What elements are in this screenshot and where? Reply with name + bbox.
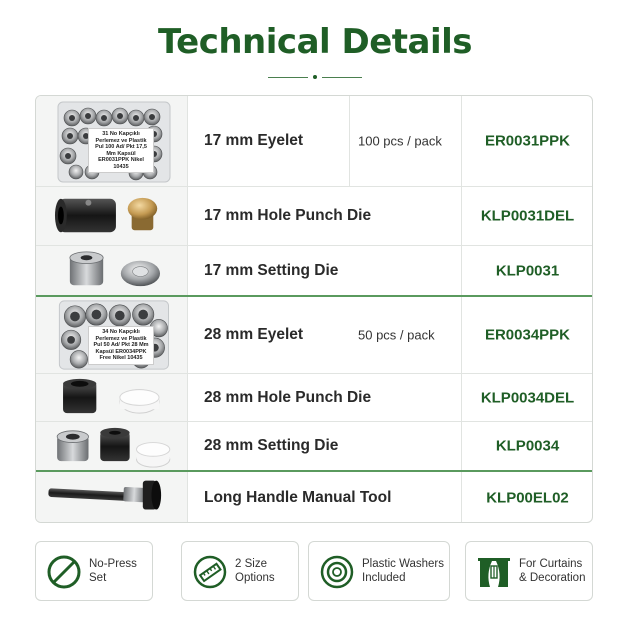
pack-quantity: 50 pcs / pack — [358, 327, 435, 343]
feature-no-press — [35, 541, 153, 601]
feature-size-options — [181, 541, 299, 601]
hole-punch-die-image — [36, 187, 188, 245]
pack-quantity: 100 pcs / pack — [358, 133, 442, 149]
product-image-cell — [36, 246, 188, 295]
table-row — [36, 186, 592, 245]
product-name: 28 mm Hole Punch Die — [204, 388, 372, 406]
table-row — [36, 295, 592, 373]
title-divider — [268, 75, 362, 79]
setting-die-image — [36, 422, 188, 470]
product-code: KLP0034 — [495, 437, 560, 455]
product-name: 17 mm Eyelet — [204, 132, 304, 149]
feature-washers — [308, 541, 450, 601]
curtain-icon — [476, 554, 512, 590]
product-code: KLP00EL02 — [486, 489, 569, 507]
spec-table — [35, 95, 593, 523]
feature-badges — [35, 541, 593, 601]
table-row — [36, 373, 592, 421]
manual-tool-image — [36, 472, 188, 523]
table-row — [36, 245, 592, 295]
product-code: ER0034PPK — [484, 326, 571, 344]
product-name: 28 mm Setting Die — [204, 437, 339, 454]
product-image-cell — [36, 472, 188, 523]
product-code: ER0031PPK — [484, 132, 571, 150]
product-code: KLP0031 — [495, 262, 560, 279]
page-title: Technical Details — [157, 22, 473, 62]
table-row — [36, 421, 592, 470]
feature-label: Plastic Washers Included — [362, 558, 445, 584]
table-row — [36, 96, 592, 186]
product-image-cell — [36, 96, 188, 186]
product-image-cell — [36, 422, 188, 470]
product-name: 17 mm Hole Punch Die — [204, 207, 372, 224]
product-code: KLP0031DEL — [480, 207, 575, 225]
product-code: KLP0034DEL — [480, 389, 575, 406]
product-image-cell — [36, 374, 188, 421]
setting-die-image — [36, 246, 188, 295]
product-image-cell — [36, 297, 188, 373]
bag-label: 31 No Kapçıklı Perlemez ve Plastik Pul 100 Ad/ Pkt 17,5 Mm Kapsül ER0031PPK Nikel 10435 — [88, 128, 154, 173]
product-name: Long Handle Manual Tool — [204, 489, 392, 506]
no-press-icon — [46, 554, 82, 590]
ruler-icon — [192, 554, 228, 590]
product-name: 17 mm Setting Die — [204, 261, 339, 279]
bag-label: 34 No Kapçıklı Perlemez ve Plastik Pul 50 Ad/ Pkt 28 Mm Kapsül ER0034PPK Free Nikel 10435 — [88, 326, 154, 365]
table-row — [36, 470, 592, 523]
feature-label: No-Press Set — [89, 558, 137, 584]
product-image-cell — [36, 187, 188, 245]
hole-punch-die-image — [36, 374, 188, 421]
product-name: 28 mm Eyelet — [204, 326, 304, 343]
feature-label: For Curtains & Decoration — [519, 558, 586, 584]
washer-icon — [319, 554, 355, 590]
feature-curtains — [465, 541, 593, 601]
feature-label: 2 Size Options — [235, 558, 275, 584]
